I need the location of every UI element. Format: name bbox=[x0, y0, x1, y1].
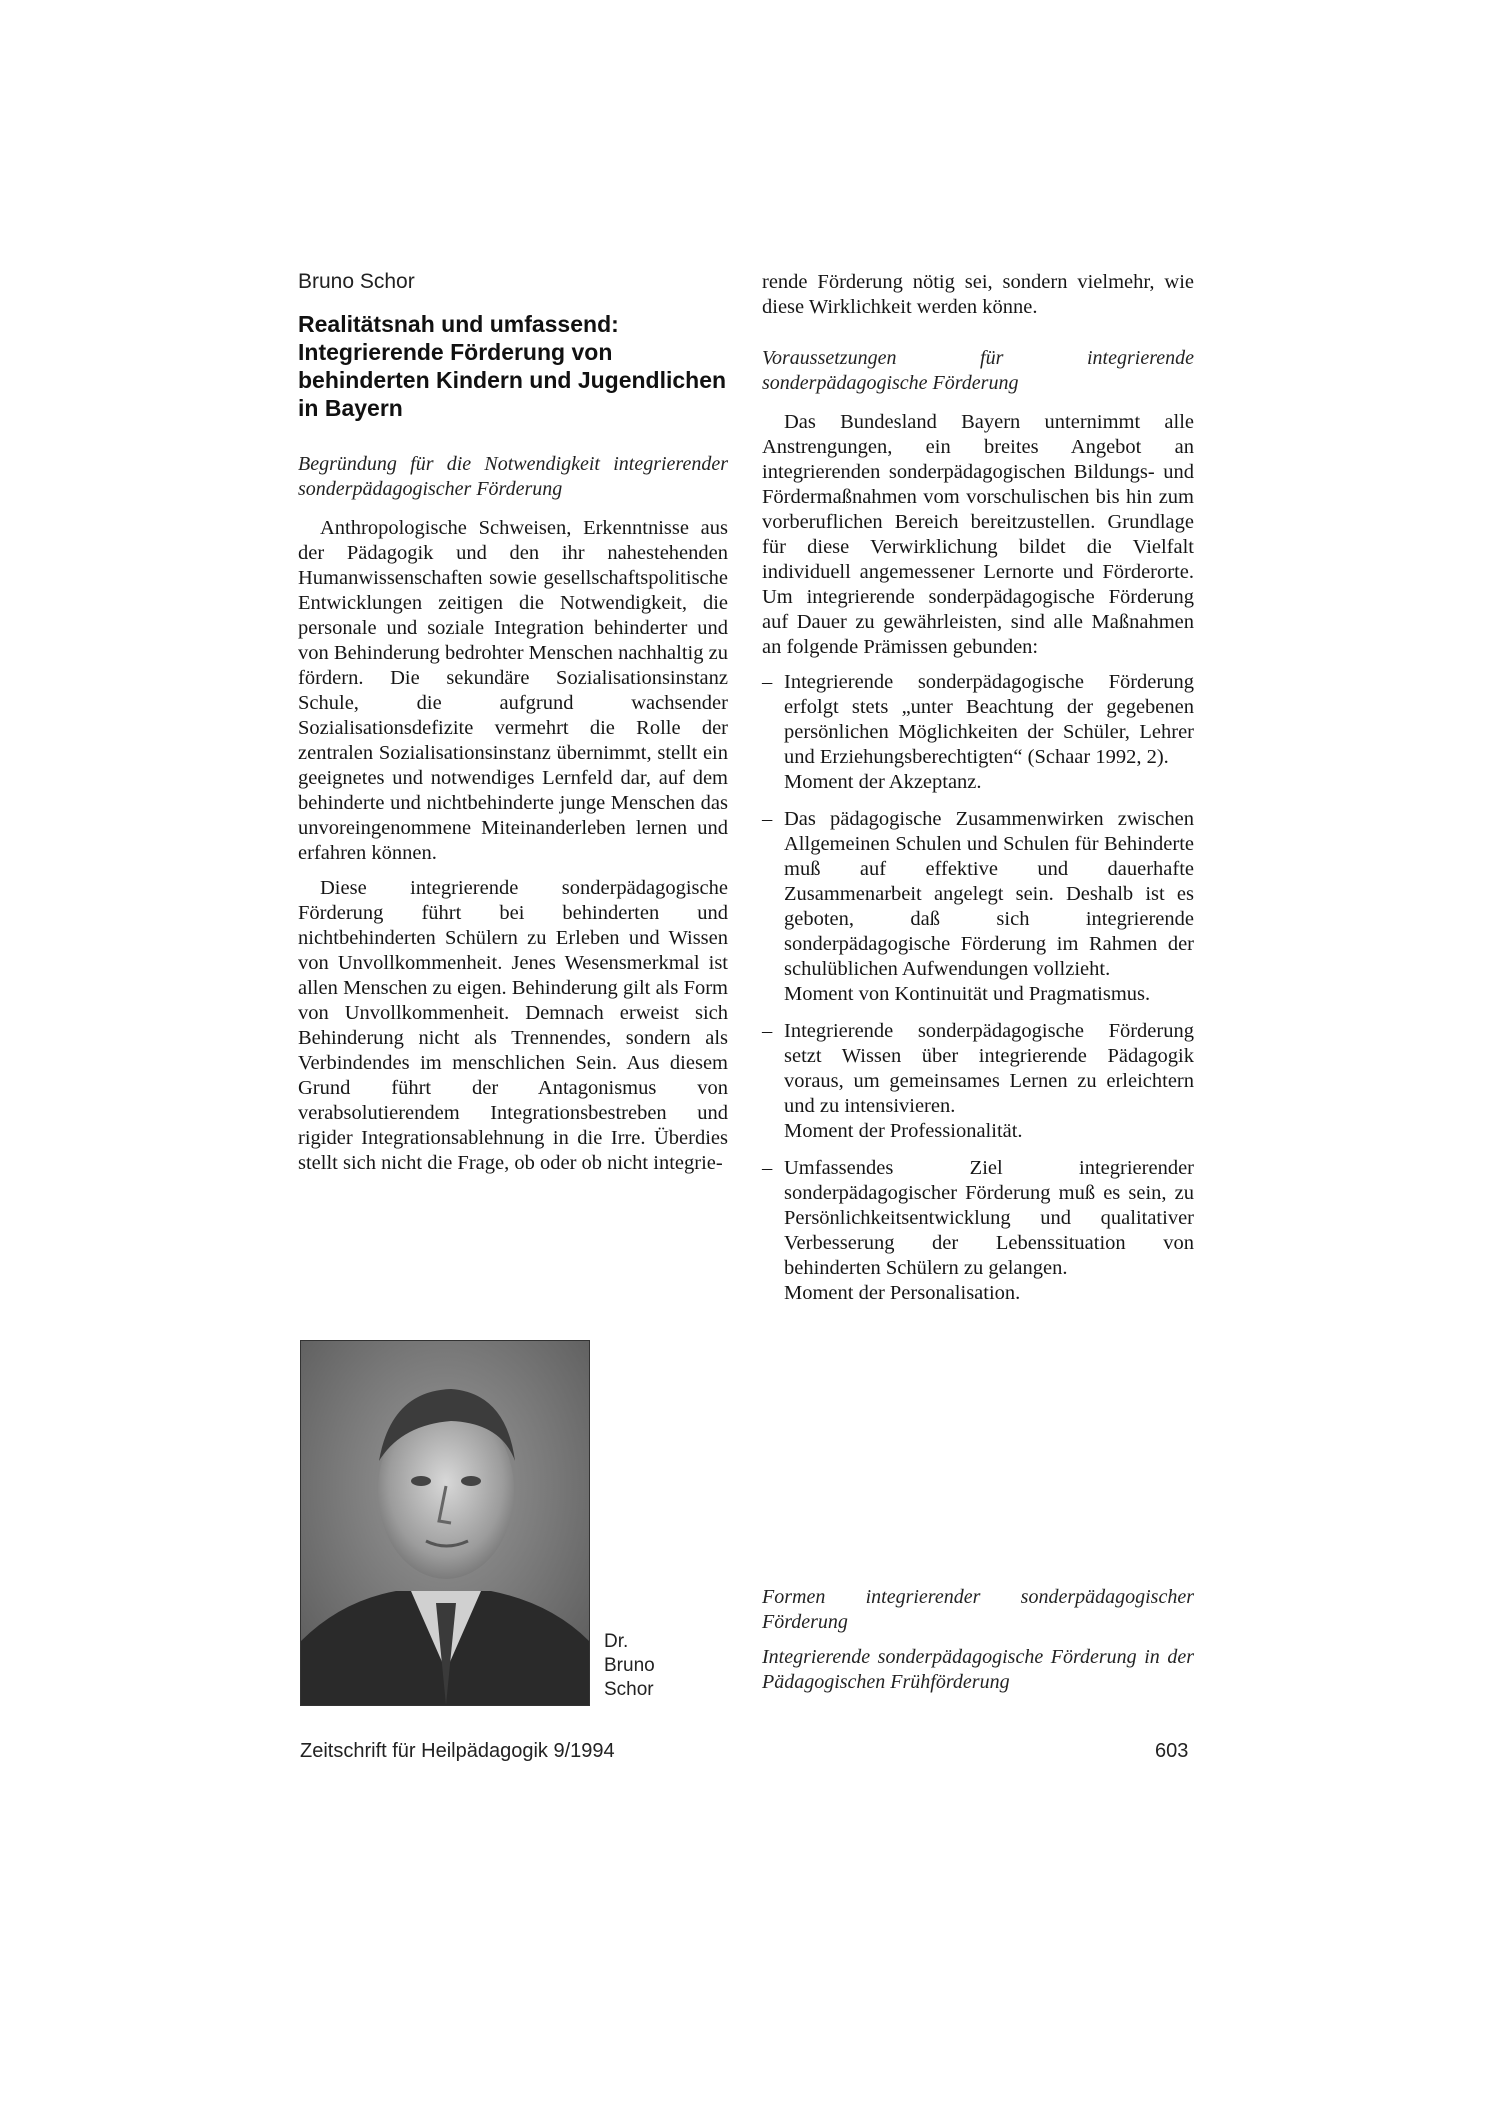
left-column bbox=[298, 270, 728, 1176]
photo-caption bbox=[604, 1630, 655, 1702]
portrait-drawing bbox=[301, 1341, 589, 1705]
premise-moment: Moment der Akzeptanz. bbox=[784, 771, 982, 793]
right-column bbox=[762, 270, 1194, 1318]
formen-section bbox=[762, 1585, 1194, 1705]
section-heading-voraussetzungen: Voraussetzungen für integrierende sonderpädagogische Förderung bbox=[762, 347, 1194, 394]
paragraph-bayern: Das Bundesland Bayern unternimmt alle Anstrengungen, ein breites Angebot an integrierenden sonderpädagogischen Bildungs- und Fördermaßnahmen vom vorschulischen bis hin zum vorberuflichen Bereich bereitzustellen. Grundlage für diese Verwirklichung bildet die Vielfalt individuell angemessener Lernorte und Förderorte. Um integrierende sonderpädagogische Förderung auf Dauer zu gewährleisten, sind alle Maßnahmen an folgende Prämissen gebunden: bbox=[762, 411, 1194, 658]
author-name: Bruno Schor bbox=[298, 270, 415, 293]
paragraph-continuation: rende Förderung nötig sei, sondern vielmehr, wie diese Wirklichkeit werden könne. bbox=[762, 271, 1194, 318]
author-photo-block bbox=[300, 1340, 670, 1706]
premise-moment: Moment der Professionalität. bbox=[784, 1120, 1023, 1142]
premise-moment: Moment von Kontinuität und Pragmatismus. bbox=[784, 983, 1151, 1005]
section-heading-formen: Formen integrierender sonderpädagogischer Förderung bbox=[762, 1586, 1194, 1633]
author-portrait-image bbox=[300, 1340, 590, 1706]
list-dash: – bbox=[762, 1020, 773, 1042]
premise-moment: Moment der Personalisation. bbox=[784, 1282, 1021, 1304]
article-title: Realitätsnah und umfassend: Integrierende Förderung von behinderten Kindern und Jugendlichen in Bayern bbox=[298, 311, 727, 421]
caption-line: Bruno bbox=[604, 1655, 655, 1676]
list-item bbox=[762, 807, 1194, 1007]
paragraph-integrierende: Diese integrierende sonderpädagogische Förderung führt bei behinderten und nichtbehinderten Schülern zu Erleben und Wissen von Unvollkommenheit. Jenes Wesensmerkmal ist allen Menschen zu eigen. Behinderung gilt als Form von Unvollkommenheit. Demnach erweist sich Behinderung nicht als Trennendes, sondern als Verbindendes im menschlichen Sein. Aus diesem Grund führt der Antagonismus von verabsolutierendem Integrationsbestreben und rigider Integrationsablehnung in die Irre. Überdies stellt sich nicht die Frage, ob oder ob nicht integrie- bbox=[298, 877, 728, 1174]
page-number: 603 bbox=[1155, 1740, 1189, 1762]
list-item bbox=[762, 1156, 1194, 1306]
caption-line: Dr. bbox=[604, 1631, 629, 1652]
list-item bbox=[762, 670, 1194, 795]
section-heading-fruehfoerderung: Integrierende sonderpädagogische Förderung in der Pädagogischen Frühförderung bbox=[762, 1646, 1194, 1693]
journal-citation: Zeitschrift für Heilpädagogik 9/1994 bbox=[300, 1740, 615, 1762]
premise-text: Integrierende sonderpädagogische Förderung erfolgt stets „unter Beachtung der gegebenen persönlichen Möglichkeiten der Schüler, Lehrer und Erziehungsberechtigten“ (Schaar 1992, 2). bbox=[784, 671, 1194, 768]
list-dash: – bbox=[762, 808, 773, 830]
premises-list bbox=[762, 670, 1194, 1306]
list-dash: – bbox=[762, 671, 773, 693]
premise-text: Integrierende sonderpädagogische Förderung setzt Wissen über integrierende Pädagogik voraus, um gemeinsames Lernen zu erleichtern und zu intensivieren. bbox=[784, 1020, 1194, 1117]
premise-text: Das pädagogische Zusammenwirken zwischen Allgemeinen Schulen und Schulen für Behinderte muß auf effektive und dauerhafte Zusammenarbeit angelegt sein. Deshalb ist es geboten, daß sich integrierende sonderpädagogische Förderung im Rahmen der schulüblichen Aufwendungen vollzieht. bbox=[784, 808, 1194, 980]
paragraph-anthropologische: Anthropologische Schweisen, Erkenntnisse aus der Pädagogik und den ihr nahestehenden Humanwissenschaften sowie gesellschaftspolitische Entwicklungen zeitigen die Notwendigkeit, die personale und soziale Integration behinderter und von Behinderung bedrohter Menschen nachhaltig zu fördern. Die sekundäre Sozialisationsinstanz Schule, die aufgrund wachsender Sozialisationsdefizite vermehrt die Rolle der zentralen Sozialisationsinstanz übernimmt, stellt ein geeignetes und notwendiges Lernfeld dar, auf dem behinderte und nichtbehinderte junge Menschen das unvoreingenommene Miteinanderleben lernen und erfahren können. bbox=[298, 517, 728, 864]
list-item bbox=[762, 1019, 1194, 1144]
caption-line: Schor bbox=[604, 1679, 654, 1700]
section-heading-begruendung: Begründung für die Notwendigkeit integrierender sonderpädagogischer Förderung bbox=[298, 453, 728, 500]
list-dash: – bbox=[762, 1157, 773, 1179]
premise-text: Umfassendes Ziel integrierender sonderpädagogischer Förderung muß es sein, zu Persönlichkeitsentwicklung und qualitativer Verbesserung der Lebenssituation von behinderten Schülern zu gelangen. bbox=[784, 1157, 1194, 1279]
